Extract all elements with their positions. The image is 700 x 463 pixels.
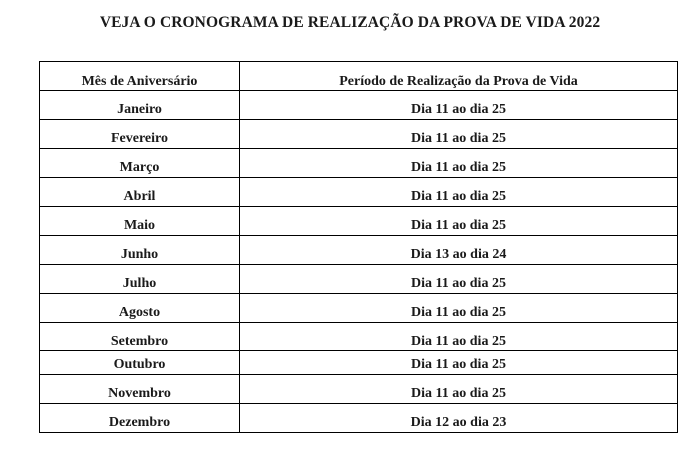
period-cell: Dia 11 ao dia 25: [240, 323, 678, 351]
period-cell: Dia 11 ao dia 25: [240, 294, 678, 323]
table-row: [40, 404, 678, 433]
period-cell: Dia 11 ao dia 25: [240, 91, 678, 120]
month-cell: Novembro: [40, 375, 240, 404]
table-row: [40, 323, 678, 351]
schedule-table: [39, 61, 678, 433]
header-period: Período de Realização da Prova de Vida: [240, 62, 678, 91]
header-birth-month: Mês de Aniversário: [40, 62, 240, 91]
month-cell: Janeiro: [40, 91, 240, 120]
table-row: [40, 120, 678, 149]
month-cell: Julho: [40, 265, 240, 294]
table-row: [40, 91, 678, 120]
table-row: [40, 178, 678, 207]
table-row: [40, 351, 678, 375]
table-row: [40, 207, 678, 236]
month-cell: Fevereiro: [40, 120, 240, 149]
table-row: [40, 149, 678, 178]
period-cell: Dia 11 ao dia 25: [240, 207, 678, 236]
month-cell: Junho: [40, 236, 240, 265]
period-cell: Dia 11 ao dia 25: [240, 178, 678, 207]
month-cell: Maio: [40, 207, 240, 236]
period-cell: Dia 12 ao dia 23: [240, 404, 678, 433]
table-row: [40, 375, 678, 404]
period-cell: Dia 11 ao dia 25: [240, 120, 678, 149]
document-title: VEJA O CRONOGRAMA DE REALIZAÇÃO DA PROVA DE VIDA 2022: [99, 14, 601, 31]
month-cell: Outubro: [40, 351, 240, 375]
table-row: [40, 265, 678, 294]
month-cell: Abril: [40, 178, 240, 207]
table-row: [40, 294, 678, 323]
period-cell: Dia 11 ao dia 25: [240, 149, 678, 178]
month-cell: Setembro: [40, 323, 240, 351]
period-cell: Dia 13 ao dia 24: [240, 236, 678, 265]
month-cell: Dezembro: [40, 404, 240, 433]
table-header-row: [40, 62, 678, 91]
period-cell: Dia 11 ao dia 25: [240, 351, 678, 375]
month-cell: Agosto: [40, 294, 240, 323]
month-cell: Março: [40, 149, 240, 178]
table-row: [40, 236, 678, 265]
period-cell: Dia 11 ao dia 25: [240, 265, 678, 294]
period-cell: Dia 11 ao dia 25: [240, 375, 678, 404]
